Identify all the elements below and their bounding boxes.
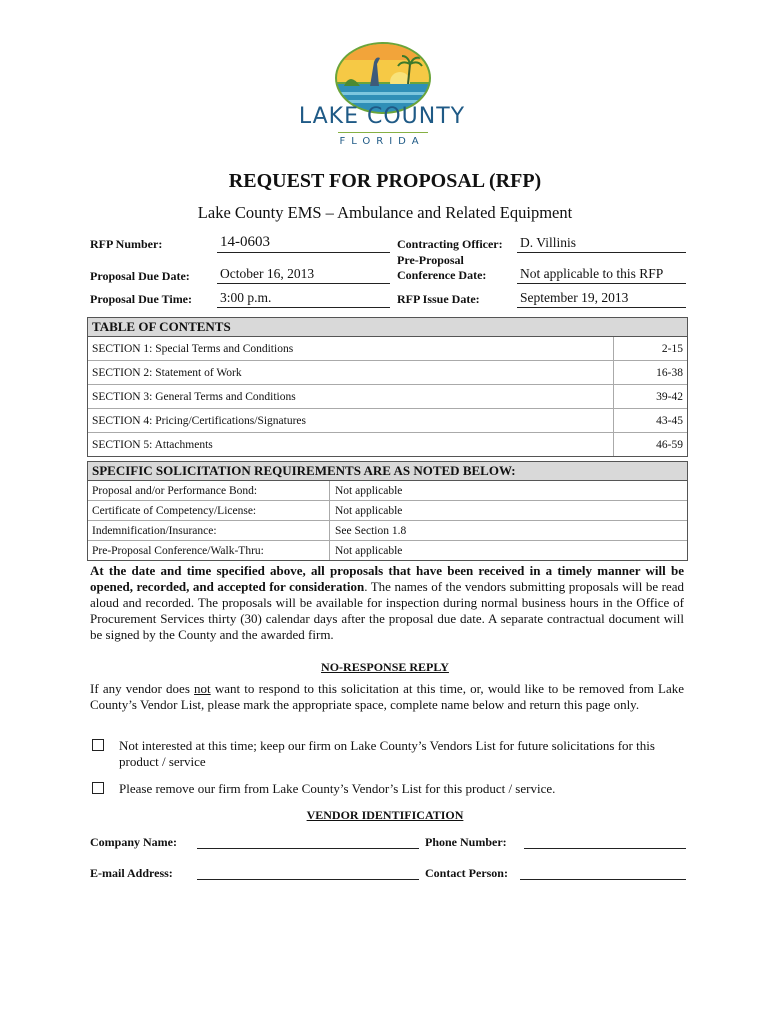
requirement-value: Not applicable xyxy=(335,544,403,557)
toc-section: SECTION 5: Attachments xyxy=(92,438,213,451)
opening-notice xyxy=(90,563,684,643)
logo-divider xyxy=(338,132,428,133)
toc-pages: 39-42 xyxy=(613,385,687,408)
page-subtitle: Lake County EMS – Ambulance and Related Equipment xyxy=(197,203,573,222)
logo-wordmark: LAKE COUNTY xyxy=(298,104,466,129)
toc-row xyxy=(88,384,687,408)
requirement-row xyxy=(88,540,687,560)
contact-person-label: Contact Person: xyxy=(425,866,508,880)
toc-section: SECTION 3: General Terms and Conditions xyxy=(92,390,296,403)
preproposal-label-2: Conference Date: xyxy=(397,268,487,282)
requirement-label: Pre-Proposal Conference/Walk-Thru: xyxy=(88,541,330,560)
opening-notice-bold: At the date and time specified above, all proposals that have been received in a timely manner will be opened, recorded, and accepted for consideration xyxy=(90,563,684,594)
rfp-number-value: 14-0603 xyxy=(217,234,390,253)
no-response-intro xyxy=(90,681,684,713)
issue-date-label: RFP Issue Date: xyxy=(397,292,480,306)
option-remove-label: Please remove our firm from Lake County’s Vendor’s List for this product / service. xyxy=(119,781,556,796)
option-not-interested-checkbox[interactable] xyxy=(92,739,104,751)
phone-number-field[interactable] xyxy=(524,848,686,849)
requirement-value: See Section 1.8 xyxy=(335,524,407,537)
no-response-heading: NO-RESPONSE REPLY xyxy=(321,660,449,674)
requirement-value: Not applicable xyxy=(335,484,403,497)
toc-row xyxy=(88,360,687,384)
toc-row xyxy=(88,408,687,432)
vendor-id-heading: VENDOR IDENTIFICATION xyxy=(306,808,464,822)
due-time-label: Proposal Due Time: xyxy=(90,292,193,306)
officer-value: D. Villinis xyxy=(517,235,686,253)
toc-pages: 43-45 xyxy=(613,409,687,432)
due-date-value: October 16, 2013 xyxy=(217,266,390,284)
requirements-heading: SPECIFIC SOLICITATION REQUIREMENTS ARE AS NOTED BELOW: xyxy=(88,462,687,481)
toc-section: SECTION 2: Statement of Work xyxy=(92,366,242,379)
opening-notice-text: . The names of the vendors submitting proposals will be read aloud and recorded. The proposals will be available for inspection during normal business hours in the Office of Procurement Services thirty (30) calendar days after the proposal due date. A separate contractual document will be signed by the County and the awarded firm. xyxy=(90,579,684,642)
requirement-value: Not applicable xyxy=(335,504,403,517)
due-time-value: 3:00 p.m. xyxy=(217,290,390,308)
due-date-label: Proposal Due Date: xyxy=(90,269,190,283)
toc-pages: 16-38 xyxy=(613,361,687,384)
issue-date-value: September 19, 2013 xyxy=(517,290,686,308)
toc-section: SECTION 1: Special Terms and Conditions xyxy=(92,342,294,355)
company-name-label: Company Name: xyxy=(90,835,177,849)
page-title: REQUEST FOR PROPOSAL (RFP) xyxy=(228,170,542,192)
contact-person-field[interactable] xyxy=(520,879,686,880)
requirement-label: Proposal and/or Performance Bond: xyxy=(88,481,330,500)
phone-number-label: Phone Number: xyxy=(425,835,507,849)
rfp-number-label: RFP Number: xyxy=(90,237,163,251)
company-name-field[interactable] xyxy=(197,848,419,849)
requirement-row xyxy=(88,500,687,520)
requirement-label: Certificate of Competency/License: xyxy=(88,501,330,520)
toc-pages: 2-15 xyxy=(613,337,687,360)
intro-text-b: want to respond to this solicitation at this time, or, would like to be removed from Lake County’s Vendor List, please mark the appropriate space, complete name below and return this page only. xyxy=(90,681,684,712)
requirements-table xyxy=(87,461,688,561)
preproposal-label-1: Pre-Proposal xyxy=(397,253,464,267)
intro-not: not xyxy=(194,681,211,696)
requirement-label: Indemnification/Insurance: xyxy=(88,521,330,540)
intro-text-a: If any vendor does xyxy=(90,681,195,696)
officer-label: Contracting Officer: xyxy=(397,237,503,251)
toc-rows xyxy=(88,337,687,456)
email-address-field[interactable] xyxy=(197,879,419,880)
toc-row xyxy=(88,432,687,456)
option-not-interested-label: Not interested at this time; keep our firm on Lake County’s Vendors List for future solicitations for this product / service xyxy=(119,738,655,769)
toc-heading: TABLE OF CONTENTS xyxy=(88,318,687,337)
toc-pages: 46-59 xyxy=(613,433,687,456)
table-of-contents xyxy=(87,317,688,457)
preproposal-value: Not applicable to this RFP xyxy=(517,266,686,284)
option-remove-checkbox[interactable] xyxy=(92,782,104,794)
requirement-row xyxy=(88,481,687,500)
toc-row xyxy=(88,337,687,360)
logo-subtitle: FLORIDA xyxy=(339,136,425,147)
email-address-label: E-mail Address: xyxy=(90,866,173,880)
toc-section: SECTION 4: Pricing/Certifications/Signatures xyxy=(92,414,307,427)
requirement-row xyxy=(88,520,687,540)
